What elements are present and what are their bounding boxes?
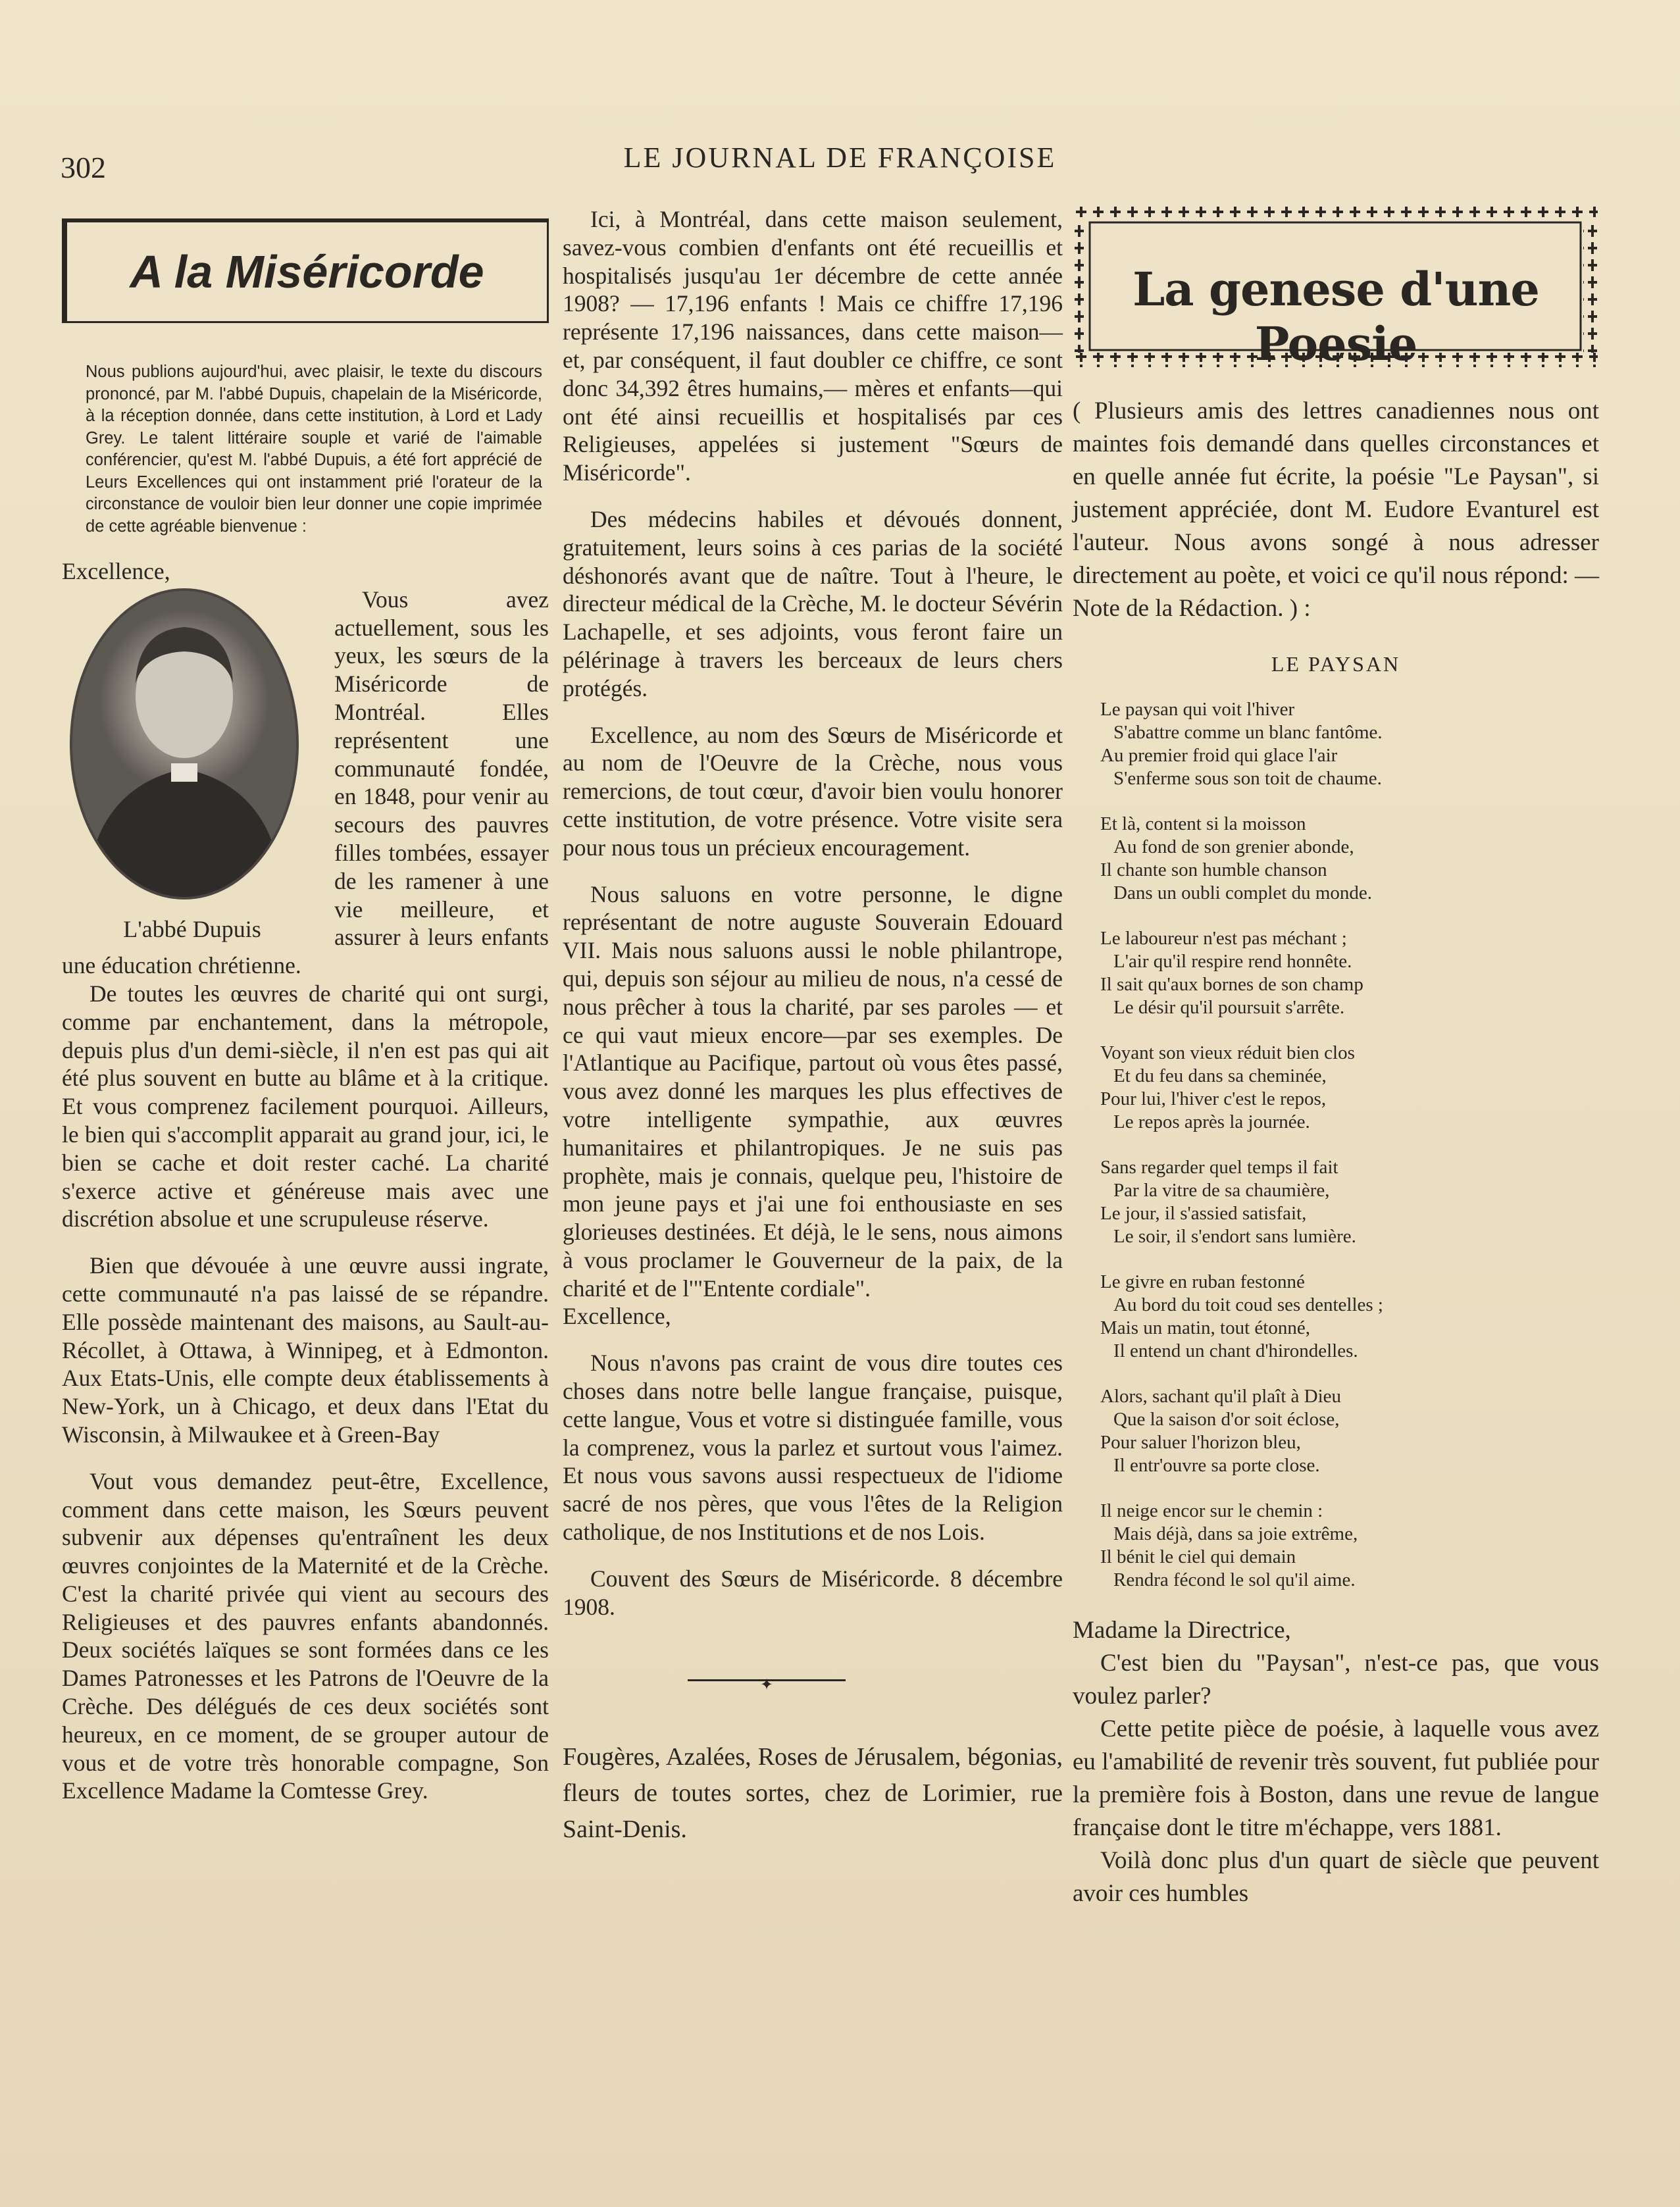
poem-line: Et du feu dans sa cheminée, (1113, 1065, 1327, 1086)
poem-article-title-box (1073, 205, 1600, 371)
poem-stanza (1100, 813, 1599, 905)
poem-line: S'abattre comme un blanc fantôme. (1113, 721, 1383, 743)
advertisement: Fougères, Azalées, Roses de Jérusalem, bégonias, fleurs de toutes sortes, chez de Lorimier, rue Saint-Denis. (563, 1743, 1063, 1844)
poem-line: S'enferme sous son toit de chaume. (1113, 767, 1382, 789)
article-title: A la Miséricorde (130, 245, 484, 297)
poem-line: L'air qu'il respire rend honnête. (1113, 950, 1352, 972)
paragraph: Vous avez actuellement, sous les yeux, les sœurs de la Miséricorde de Montréal. Elles représentent une communauté fondée, en 1848, pour venir au secours des pauvres filles tombées, essayer de les ramener à une vie meilleure, et assurer à leurs enfants une éducation chrétienne. (62, 586, 549, 979)
editor-note: ( Plusieurs amis des lettres canadiennes nous ont maintes fois demandé dans quelles circonstances et en quelle année fut écrite, la poésie "Le Paysan", si justement appréciée, dont M. Eudore Evanturel est l'auteur. Nous avons songé à nous adresser directement au poète, et voici ce qu'il nous répond: —Note de la Rédaction. ) : (1073, 397, 1599, 622)
poem-line: Il sait qu'aux bornes de son champ (1100, 973, 1363, 995)
poem-line: Le paysan qui voit l'hiver (1100, 698, 1295, 720)
portrait-photo (70, 588, 299, 900)
poem-line: Il bénit le ciel qui demain (1100, 1546, 1296, 1567)
poem-line: Dans un oubli complet du monde. (1113, 882, 1373, 903)
paragraph: Vout vous demandez peut-être, Excellence, comment dans cette maison, les Sœurs peuvent subvenir aux dépenses qu'entraînent les deux œuvres conjointes de la Maternité et de la Crèche. C'est la charité privée qui vient au secours des Religieuses et des pauvres enfants abandonnés. Deux sociétés laïques se sont formées dans ce les Dames Patronesses et les Patrons de l'Oeuvre de la Crèche. Des délégués de ces deux sociétés sont heureux, en ce moment, de se grouper autour de vous et de votre très honorable compagne, Son Excellence Madame la Comtesse Grey. (62, 1467, 549, 1804)
poem-line: Sans regarder quel temps il fait (1100, 1156, 1338, 1178)
poem-article-title: La genese d'une Poesie (1133, 262, 1539, 371)
photo-caption: L'abbé Dupuis (123, 915, 261, 942)
running-title: LE JOURNAL DE FRANÇOISE (623, 141, 1057, 174)
portrait-figure (62, 586, 322, 944)
signoff: Couvent des Sœurs de Miséricorde. 8 décembre 1908. (563, 1565, 1063, 1620)
letter-salutation: Madame la Directrice, (1073, 1616, 1291, 1644)
poem-line: Au premier froid qui glace l'air (1100, 744, 1338, 766)
poem-stanza (1100, 927, 1599, 1019)
poem-stanza (1100, 1271, 1599, 1363)
paragraph: Excellence, au nom des Sœurs de Miséricorde et au nom de l'Oeuvre de la Crèche, nous vous remercions, de tout cœur, d'avoir bien voulu honorer cette institution, de votre présence. Votre visite sera pour nous tous un précieux encouragement. (563, 721, 1063, 861)
column-3 (1073, 395, 1599, 1910)
article-title-box (62, 218, 549, 323)
paragraph: De toutes les œuvres de charité qui ont surgi, comme par enchantement, dans la métropole, depuis plus d'un demi-siècle, il n'en est pas qui ait été plus souvent en butte au blâme et à la critique. Et vous comprenez facilement pourquoi. Ailleurs, le bien qui s'accomplit apparait au grand jour, ici, le bien se cache et doit rester caché. La charité s'exerce active et généreuse mais avec une discrétion absolue et une scrupuleuse réserve. (62, 980, 549, 1232)
poem (1073, 698, 1599, 1592)
paragraph: Nous saluons en votre personne, le digne représentant de notre auguste Souverain Edouard VII. Mais nous saluons aussi le noble philantrope, qui, depuis son séjour au milieu de nous, n'a cessé de nous prêcher à tous la charité, par ses paroles — et ce qui vaut mieux encore—par ses exemples. De l'Atlantique au Pacifique, partout où vous êtes passé, vous avez donné les marques les plus effectives de votre intelligente sympathie, aux œuvres humanitaires et philantropiques. Je ne suis pas prophète, mais je connais, quelque peu, l'histoire de mon jeune pays et j'ai une foi enthousiaste en ses glorieuses destinées. Et déjà, le le sens, nous aimons à vous proclamer le Gouverneur de la paix, de la charité et de l'"Entente cordiale". (563, 880, 1063, 1302)
poem-line: Il chante son humble chanson (1100, 859, 1327, 880)
poem-stanza (1100, 1500, 1599, 1592)
poem-stanza (1100, 698, 1599, 790)
poem-line: Rendra fécond le sol qu'il aime. (1113, 1569, 1356, 1590)
portrait-silhouette (72, 591, 296, 897)
poem-line: Par la vitre de sa chaumière, (1113, 1179, 1330, 1201)
poem-line: Le repos après la journée. (1113, 1111, 1310, 1132)
page-number: 302 (61, 151, 106, 184)
poem-line: Le laboureur n'est pas méchant ; (1100, 927, 1347, 949)
poem-line: Le désir qu'il poursuit s'arrête. (1113, 996, 1345, 1018)
paragraph: Des médecins habiles et dévoués donnent, gratuitement, leurs soins à ces parias de la société déshonorés avant que de naître. Tout à l'heure, le directeur médical de la Crèche, M. le docteur Sévérin Lachapelle, et ses adjoints, vous feront faire un pélérinage à travers les berceaux de leurs chers protégés. (563, 505, 1063, 701)
column-1 (62, 205, 549, 1805)
letter-paragraph: C'est bien du "Paysan", n'est-ce pas, que vous voulez parler? (1073, 1649, 1599, 1710)
poem-line: Et là, content si la moisson (1100, 813, 1306, 834)
poem-line: Pour saluer l'horizon bleu, (1100, 1431, 1301, 1453)
column-2 (563, 205, 1063, 1848)
letter-paragraph: Voilà donc plus d'un quart de siècle que peuvent avoir ces humbles (1073, 1846, 1599, 1907)
poem-line: Le givre en ruban festonné (1100, 1271, 1305, 1292)
poem-line: Au fond de son grenier abonde, (1113, 836, 1354, 857)
poem-line: Il neige encor sur le chemin : (1100, 1500, 1323, 1521)
poem-line: Le jour, il s'assied satisfait, (1100, 1202, 1307, 1224)
poem-line: Au bord du toit coud ses dentelles ; (1113, 1294, 1383, 1315)
article-intro: Nous publions aujourd'hui, avec plaisir, le texte du discours prononcé, par M. l'abbé Dupuis, chapelain de la Miséricorde, à la réception donnée, dans cette institution, à Lord et Lady Grey. Le talent littéraire souple et varié de l'aimable conférencier, qu'est M. l'abbé Dupuis, a été fort apprécié de Leurs Excellences qui ont instamment prié l'orateur de la circonstance de vouloir bien leur donner une copie imprimée de cette agréable bienvenue : (86, 363, 542, 536)
poem-line: Mais un matin, tout étonné, (1100, 1317, 1310, 1338)
poem-title: LE PAYSAN (1271, 652, 1401, 676)
poem-stanza (1100, 1156, 1599, 1248)
paragraph: Ici, à Montréal, dans cette maison seulement, savez-vous combien d'enfants ont été recueillis et hospitalisés jusqu'au 1er décembre de cette année 1908? — 17,196 enfants ! Mais ce chiffre 17,196 représente 17,196 naissances, dans cette maison— et, par conséquent, il faut doubler ce chiffre, ce sont donc 34,392 êtres humains,— mères et enfants—qui ont été ainsi recueillis et hospitalisés par ces Religieuses, appelées si justement "Sœurs de Miséricorde". (563, 206, 1063, 486)
paragraph: Nous n'avons pas craint de vous dire toutes ces choses dans notre belle langue française, puisque, cette langue, Vous et votre si distinguée famille, vous la comprenez, vous la parlez et surtout vous l'aimez. Et nous vous savons aussi respectueux de l'idiome sacré de nos pères, que vous l'êtes de la Religion catholique, de nos Institutions et de nos Lois. (563, 1350, 1063, 1546)
poem-stanza (1100, 1385, 1599, 1477)
poem-line: Pour lui, l'hiver c'est le repos, (1100, 1088, 1327, 1109)
letter-paragraph: Cette petite pièce de poésie, à laquelle vous avez eu l'amabilité de revenir très souvent, fut publiée pour la première fois à Boston, dans une revue de langue française dont le titre m'échappe, vers 1881. (1073, 1715, 1599, 1841)
poem-stanza (1100, 1042, 1599, 1134)
poem-line: Voyant son vieux réduit bien clos (1100, 1042, 1355, 1063)
poem-line: Mais déjà, dans sa joie extrême, (1113, 1523, 1358, 1544)
poem-line: Il entend un chant d'hirondelles. (1113, 1340, 1358, 1361)
section-divider: ✦ (563, 1667, 1063, 1693)
salutation-2: Excellence, (563, 1303, 671, 1330)
poem-line: Le soir, il s'endort sans lumière. (1113, 1225, 1356, 1247)
poem-line: Il entr'ouvre sa porte close. (1113, 1454, 1320, 1476)
paragraph: Bien que dévouée à une œuvre aussi ingrate, cette communauté n'a pas laissé de se répandre. Elle possède maintenant des maisons, au Sault-au-Récollet, à Ottawa, à Winnipeg, et à Edmonton. Aux Etats-Unis, elle compte deux établissements à New-York, un à Chicago, et deux dans l'Etat du Wisconsin, à Milwaukee et à Green-Bay (62, 1252, 549, 1448)
salutation: Excellence, (62, 558, 170, 584)
poem-line: Que la saison d'or soit éclose, (1113, 1408, 1340, 1430)
poem-line: Alors, sachant qu'il plaît à Dieu (1100, 1385, 1342, 1407)
